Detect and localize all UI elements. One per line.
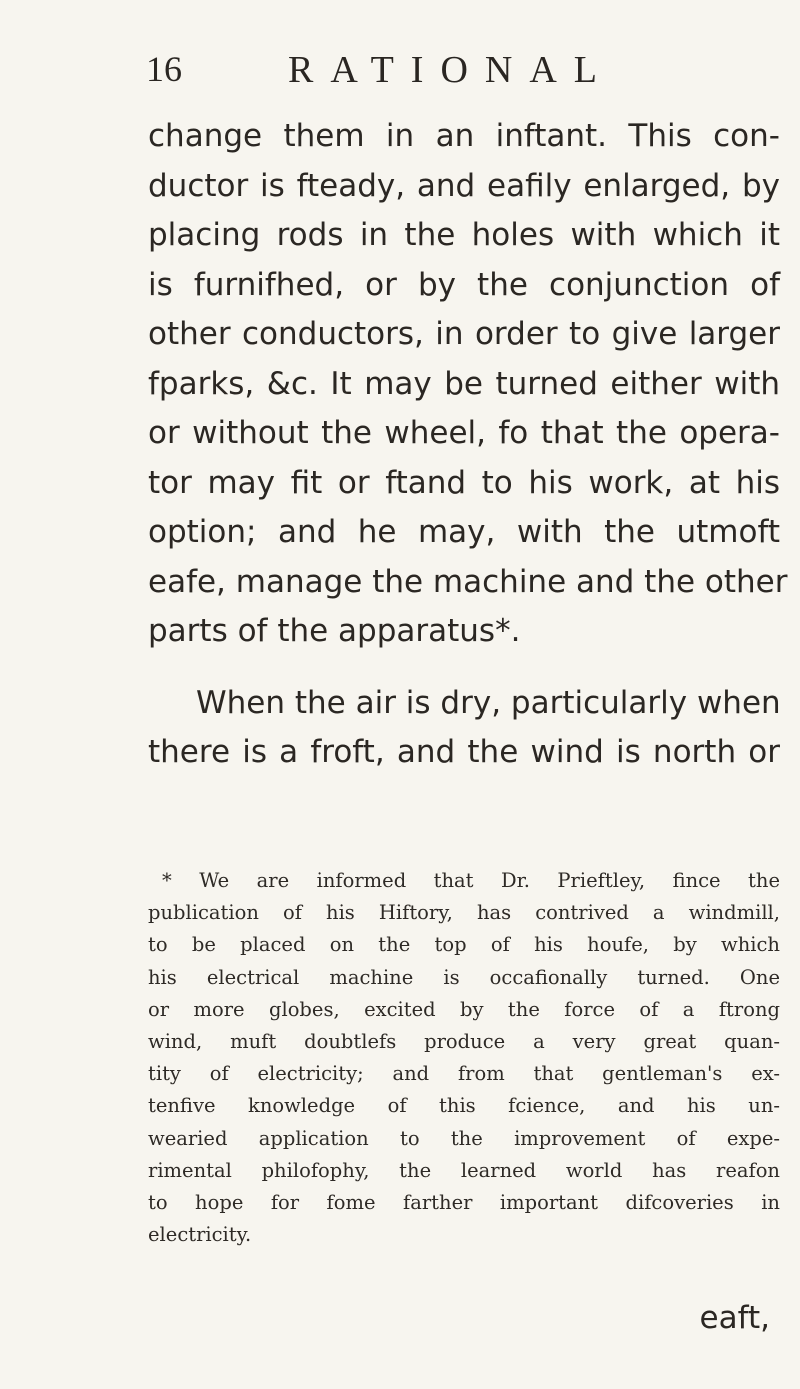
running-title: RATIONAL	[288, 49, 614, 91]
catchword: eaft,	[699, 1300, 770, 1336]
text-line: placing rods in the holes with which it	[148, 217, 780, 253]
text-line: option; and he may, with the utmoft	[148, 514, 780, 550]
text-line: parts of the apparatus*.	[148, 613, 521, 649]
footnote	[148, 865, 780, 1251]
footnote-line: to be placed on the top of his houfe, by which	[148, 933, 780, 957]
footnote-line: tity of electricity; and from that gentleman's ex-	[148, 1062, 780, 1086]
footnote-line: wind, muft doubtlefs produce a very great quan-	[148, 1029, 780, 1053]
main-text	[148, 112, 788, 778]
text-line: eafe, manage the machine and the other	[148, 563, 788, 600]
footnote-line: wearied application to the improvement of expe-	[148, 1126, 780, 1150]
footnote-line: his electrical machine is occafionally turned. One	[148, 965, 780, 989]
footnote-line: * We are informed that Dr. Prieftley, fince the	[162, 869, 780, 892]
text-line: fparks, &c. It may be turned either with	[148, 365, 780, 402]
text-line: When the air is dry, particularly when	[196, 684, 781, 721]
footnote-line: or more globes, excited by the force of a ftrong	[148, 997, 780, 1021]
text-line: or without the wheel, fo that the opera-	[148, 415, 780, 451]
text-line: there is a froft, and the wind is north or	[148, 734, 780, 770]
footnote-line: rimental philofophy, the learned world has reafon	[148, 1158, 780, 1182]
text-line: ductor is fteady, and eafily enlarged, by	[148, 167, 780, 204]
paragraph-gap	[148, 657, 780, 679]
footnote-line: electricity.	[148, 1223, 252, 1247]
text-line: is furnifhed, or by the conjunction of	[148, 266, 780, 303]
footnote-line: publication of his Hiftory, has contrived a windmill,	[148, 901, 780, 925]
page-number: 16	[146, 49, 182, 89]
text-line: tor may fit or ftand to his work, at his	[148, 464, 780, 501]
running-head	[146, 48, 746, 98]
footnote-line: to hope for fome farther important difcoveries in	[148, 1190, 780, 1214]
footnote-line: tenfive knowledge of this fcience, and his un-	[148, 1094, 780, 1118]
text-line: change them in an inftant. This con-	[148, 118, 780, 154]
text-line: other conductors, in order to give larger	[148, 316, 780, 352]
